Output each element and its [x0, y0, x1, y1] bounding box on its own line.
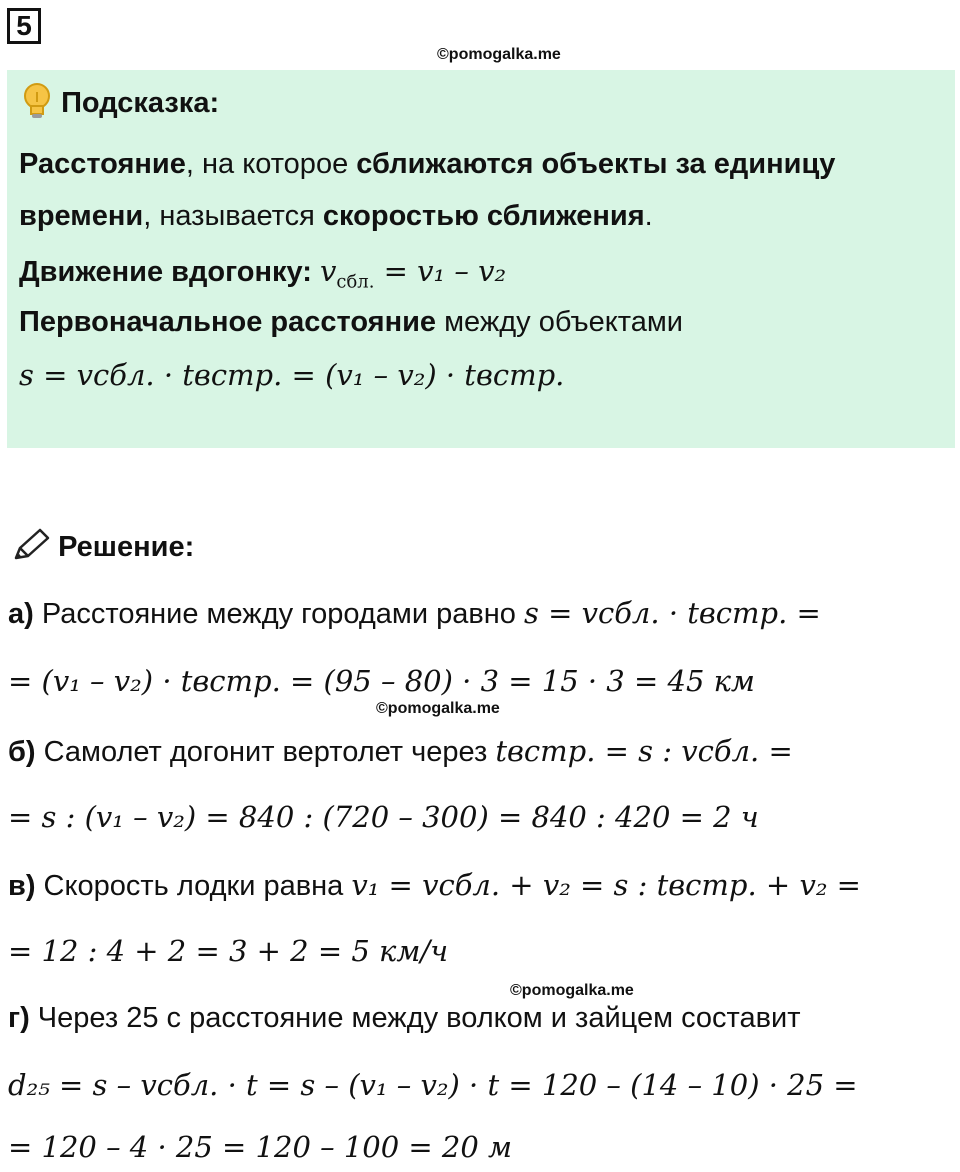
solution-title: Решение: — [58, 531, 195, 563]
solution-c-line2: = 12 : 4 + 2 = 3 + 2 = 5 км/ч — [8, 934, 449, 968]
hint-title: Подсказка: — [61, 87, 220, 119]
watermark-top: ©pomogalka.me — [437, 46, 561, 63]
pencil-icon — [10, 528, 50, 562]
hint-line-2: времени, называется скоростью сближения. — [19, 200, 653, 232]
hint-box — [7, 70, 955, 448]
hint-title-row — [21, 82, 219, 120]
hint-formula: s = vсбл. · tвстр. = (v₁ – v₂) · tвстр. — [19, 358, 565, 392]
watermark-middle: ©pomogalka.me — [376, 700, 500, 717]
hint-line-1: Расстояние, на которое сближаются объекты за единицу — [19, 148, 836, 180]
watermark-bottom: ©pomogalka.me — [510, 982, 634, 999]
solution-title-row — [10, 528, 194, 564]
solution-c-line1: в) Скорость лодки равна v₁ = vсбл. + v₂ = s : tвстр. + v₂ = — [8, 868, 861, 902]
solution-d-line2: d₂₅ = s – vсбл. · t = s – (v₁ – v₂) · t = 120 – (14 – 10) · 25 = — [8, 1068, 858, 1102]
solution-b-line1: б) Самолет догонит вертолет через tвстр. = s : vсбл. = — [8, 734, 793, 768]
task-number: 5 — [7, 8, 41, 44]
solution-a-line1: а) Расстояние между городами равно s = vсбл. · tвстр. = — [8, 596, 821, 630]
lightbulb-icon — [21, 82, 53, 120]
hint-line-3: Движение вдогонку: $v_{сбл.} = v_1 - v_2$ — [19, 254, 507, 293]
solution-b-line2: = s : (v₁ – v₂) = 840 : (720 – 300) = 840 : 420 = 2 ч — [8, 800, 759, 834]
solution-d-line3: = 120 – 4 · 25 = 120 – 100 = 20 м — [8, 1130, 513, 1164]
solution-d-line1: г) Через 25 с расстояние между волком и зайцем составит — [8, 1002, 801, 1034]
solution-a-line2: = (v₁ – v₂) · tвстр. = (95 – 80) · 3 = 15 · 3 = 45 км — [8, 664, 755, 698]
hint-line-4: Первоначальное расстояние между объектами — [19, 306, 683, 338]
